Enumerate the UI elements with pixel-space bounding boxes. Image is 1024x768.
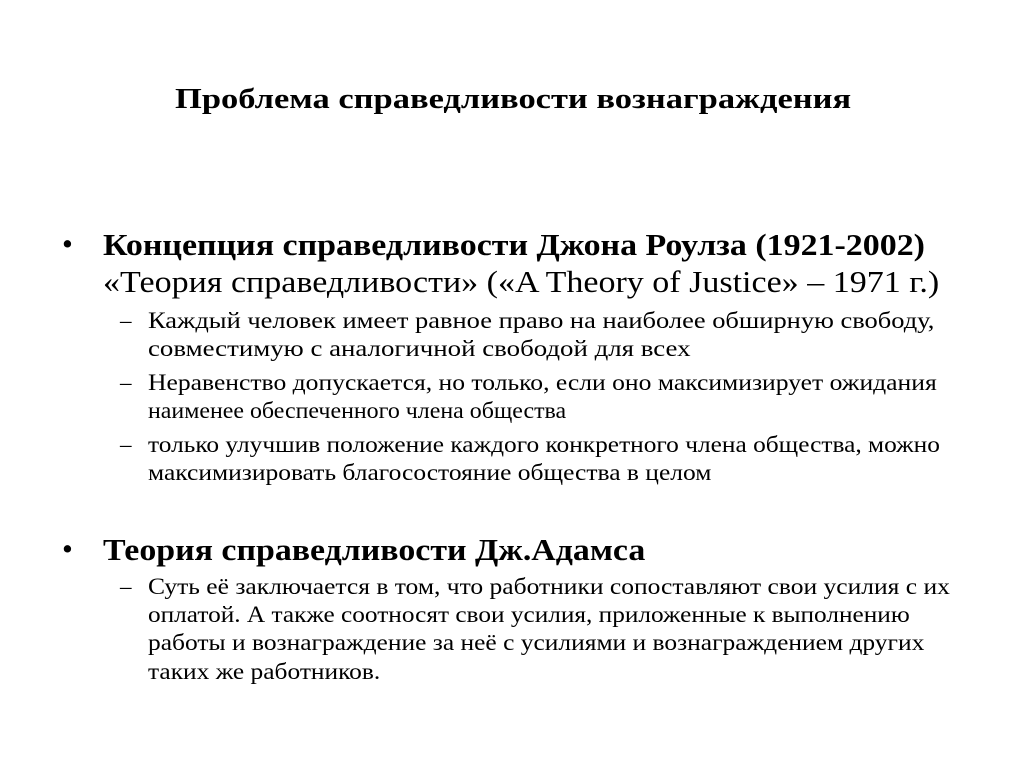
sub-item-line: только улучшив положение каждого конкретного члена общества, можно (148, 432, 940, 457)
dash-icon: – (120, 432, 132, 457)
dash-icon: – (120, 574, 132, 599)
dash-icon: – (120, 370, 132, 395)
sub-item-line: Каждый человек имеет равное право на наиболее обширную свободу, (148, 308, 935, 333)
sub-item-line: работы и вознаграждение за неё с усилиями и вознаграждением других (148, 630, 925, 655)
sub-item-line: наименее обеспеченного члена общества (148, 398, 567, 423)
bullet-heading: Концепция справедливости Джона Роулза (1921-2002) (103, 227, 925, 262)
sub-item-line: Суть её заключается в том, что работники сопоставляют свои усилия с их (148, 574, 950, 599)
slide-title: Проблема справедливости вознаграждения (175, 84, 852, 115)
sub-item-line: таких же работников. (148, 659, 381, 684)
sub-item-line: оплатой. А также соотносят свои усилия, приложенные к выполнению (148, 602, 910, 627)
bullet-heading: Теория справедливости Дж.Адамса (103, 532, 646, 567)
sub-item-line: совместимую с аналогичной свободой для всех (148, 336, 691, 361)
bullet-subheading: «Теория справедливости» («A Theory of Justice» – 1971 г.) (103, 264, 940, 299)
dash-icon: – (120, 308, 132, 333)
bullet-icon: • (62, 226, 73, 261)
sub-item-line: максимизировать благосостояние общества в целом (148, 460, 712, 485)
bullet-icon: • (62, 531, 73, 566)
sub-item-line: Неравенство допускается, но только, если оно максимизирует ожидания (148, 370, 937, 395)
